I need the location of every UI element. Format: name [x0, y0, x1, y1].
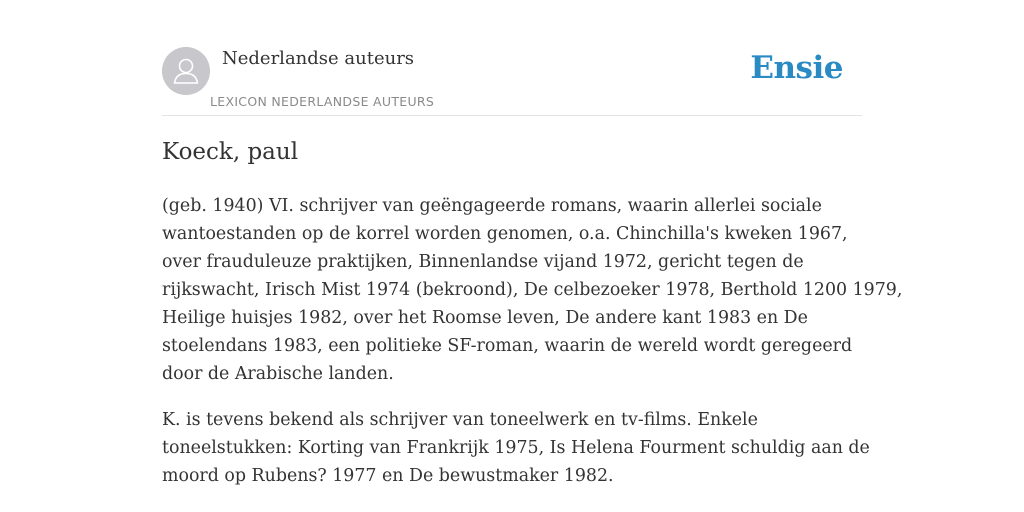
paragraph-line: rijkswacht, Irisch Mist 1974 (bekroond), De celbezoeker 1978, Berthold 1200 1979, [162, 280, 903, 300]
entry-paragraph [162, 406, 870, 490]
paragraph-line: moord op Rubens? 1977 en De bewustmaker 1982. [162, 466, 614, 486]
entry-title: Koeck, paul [162, 139, 299, 165]
source-name[interactable]: Nederlandse auteurs [222, 48, 415, 69]
page-header [162, 46, 862, 116]
paragraph-line: K. is tevens bekend als schrijver van toneelwerk en tv-films. Enkele [162, 410, 758, 430]
paragraph-line: stoelendans 1983, een politieke SF-roman, waarin de wereld wordt geregeerd [162, 336, 853, 356]
paragraph-line: Heilige huisjes 1982, over het Roomse leven, De andere kant 1983 en De [162, 308, 808, 328]
header-divider [162, 115, 862, 116]
paragraph-line: door de Arabische landen. [162, 364, 394, 384]
entry-paragraph [162, 192, 903, 388]
paragraph-line: toneelstukken: Korting van Frankrijk 1975, Is Helena Fourment schuldig aan de [162, 438, 870, 458]
entry-body [162, 192, 903, 508]
source-subtitle[interactable]: LEXICON NEDERLANDSE AUTEURS [210, 94, 435, 109]
paragraph-line: (geb. 1940) VI. schrijver van geëngageerde romans, waarin allerlei sociale [162, 196, 822, 216]
paragraph-line: wantoestanden op de korrel worden genomen, o.a. Chinchilla's kweken 1967, [162, 224, 848, 244]
paragraph-line: over frauduleuze praktijken, Binnenlandse vijand 1972, gericht tegen de [162, 252, 804, 272]
user-icon[interactable] [162, 47, 210, 95]
ensie-logo[interactable]: Ensie [750, 50, 843, 86]
